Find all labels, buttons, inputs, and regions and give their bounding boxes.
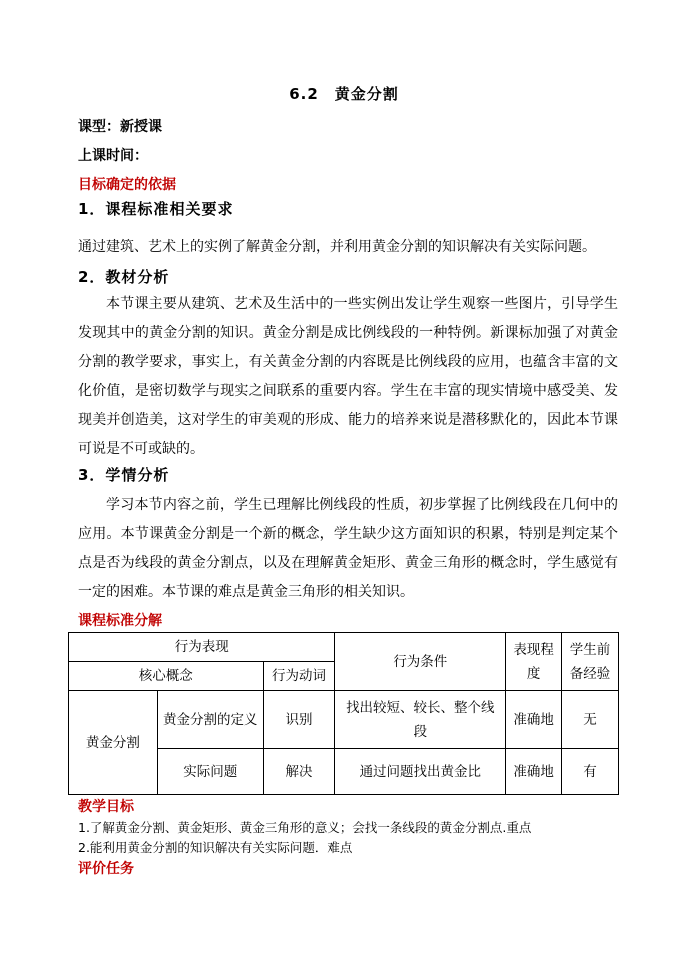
paragraph-textbook-analysis: 本节课主要从建筑、艺术及生活中的一些实例出发让学生观察一些图片，引导学生发现其中的黄金分割的知识。黄金分割是成比例线段的一种特例。新课标加强了对黄金分割的教学要求，事实上，有关黄金分割的内容既是比例线段的应用，也蕴含丰富的文化价值，是密切数学与现实之间联系的重要内容。学生在丰富的现实情境中感受美、发现美并创造美，这对学生的审美观的形成、能力的培养来说是潜移默化的，因此本节课可说是不可或缺的。 xyxy=(78,296,618,457)
heading-textbook-analysis: 2．教材分析 xyxy=(78,268,170,286)
page-title: 6.2 黄金分割 xyxy=(289,85,399,103)
section-goals-heading: 教学目标 xyxy=(78,799,134,815)
paragraph-requirements: 通过建筑、艺术上的实例了解黄金分割，并利用黄金分割的知识解决有关实际问题。 xyxy=(78,239,596,255)
header-condition: 行为条件 xyxy=(335,633,506,691)
heading-student-analysis: 3．学情分析 xyxy=(78,466,170,484)
paragraph-student-analysis: 学习本节内容之前，学生已理解比例线段的性质，初步掌握了比例线段在几何中的应用。本节课黄金分割是一个新的概念，学生缺少这方面知识的积累，特别是判定某个点是否为线段的黄金分割点，以及在理解黄金矩形、黄金三角形的概念时，学生感觉有一定的困难。本节课的难点是黄金三角形的相关知识。 xyxy=(78,497,618,600)
section-standard-heading: 课程标准分解 xyxy=(78,613,162,629)
cell-condition: 找出较短、较长、整个线段 xyxy=(335,691,506,749)
cell-condition: 通过问题找出黄金比 xyxy=(335,749,506,795)
header-verb: 行为动词 xyxy=(263,662,335,691)
header-degree: 表现程度 xyxy=(506,633,562,691)
table-row xyxy=(69,691,619,749)
cell-degree: 准确地 xyxy=(506,749,562,795)
cell-degree: 准确地 xyxy=(506,691,562,749)
cell-verb: 识别 xyxy=(263,691,335,749)
cell-item: 实际问题 xyxy=(157,749,263,795)
cell-concept: 黄金分割 xyxy=(69,691,158,795)
goal-1: 1.了解黄金分割、黄金矩形、黄金三角形的意义；会找一条线段的黄金分割点.重点 xyxy=(78,820,532,835)
header-core-concept: 核心概念 xyxy=(69,662,264,691)
lesson-time: 上课时间： xyxy=(78,148,148,164)
cell-verb: 解决 xyxy=(263,749,335,795)
lesson-type: 课型：新授课 xyxy=(78,119,162,135)
goal-2: 2.能利用黄金分割的知识解决有关实际问题．难点 xyxy=(78,840,353,855)
cell-experience: 有 xyxy=(562,749,619,795)
section-basis-heading: 目标确定的依据 xyxy=(78,177,176,193)
cell-experience: 无 xyxy=(562,691,619,749)
header-behavior: 行为表现 xyxy=(69,633,335,662)
heading-curriculum-requirements: 1．课程标准相关要求 xyxy=(78,200,234,218)
standard-table xyxy=(68,632,619,795)
header-experience: 学生前备经验 xyxy=(562,633,619,691)
cell-item: 黄金分割的定义 xyxy=(157,691,263,749)
section-evaluation-heading: 评价任务 xyxy=(78,861,134,877)
